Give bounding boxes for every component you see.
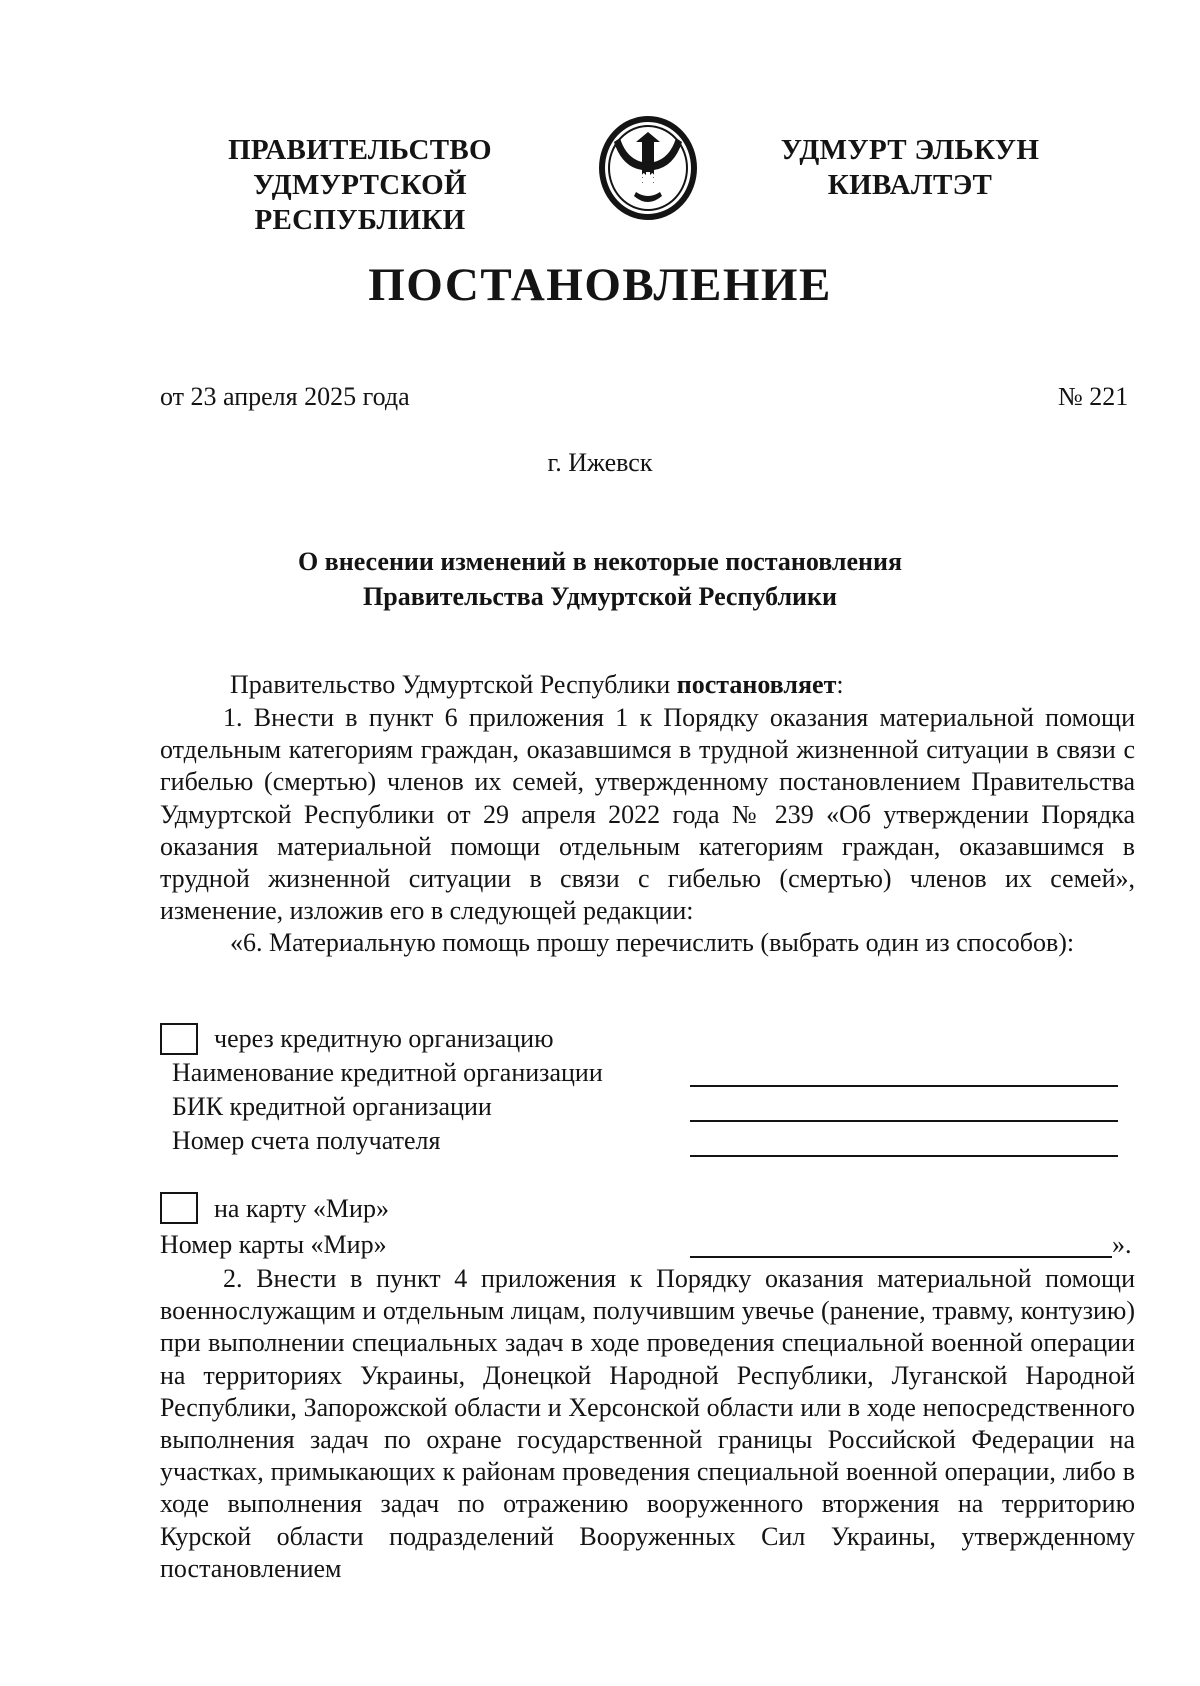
card-number-label: Номер карты «Мир» <box>160 1230 387 1259</box>
header-left-line1: ПРАВИТЕЛЬСТВО <box>228 134 492 166</box>
item-2 <box>160 1263 1135 1585</box>
preamble <box>230 670 844 700</box>
item-1 <box>160 702 1135 960</box>
preamble-colon: : <box>836 670 844 699</box>
bank-name-field[interactable] <box>690 1085 1118 1087</box>
account-field[interactable] <box>690 1155 1118 1157</box>
bik-field[interactable] <box>690 1120 1118 1122</box>
document-number: № 221 <box>1058 382 1129 411</box>
preamble-text: Правительство Удмуртской Республики <box>230 670 677 699</box>
card-option-checkbox[interactable] <box>160 1192 198 1224</box>
subject-line1: О внесении изменений в некоторые постановления <box>297 547 903 576</box>
bank-option-checkbox[interactable] <box>160 1023 198 1055</box>
item-1-quote: «6. Материальную помощь прошу перечислить (выбрать один из способов): <box>230 928 1075 958</box>
item-1-text: 1. Внести в пункт 6 приложения 1 к Порядку оказания материальной помощи отдельным категориям граждан, оказавшимся в трудной жизненной ситуации в связи с гибелью (смертью) членов их семей, утвержденному постановлением Правительства Удмуртской Республики от 29 апреля 2022 года № 239 «Об утверждении Порядка оказания материальной помощи отдельным категориям граждан, оказавшимся в трудной жизненной ситуации в связи с гибелью (смертью) членов их семей», изменение, изложив его в следующей редакции: <box>160 703 1135 926</box>
document-city: г. Ижевск <box>547 448 653 477</box>
header-left-line2: УДМУРТСКОЙ РЕСПУБЛИКИ <box>253 169 467 236</box>
header-right-line1: УДМУРТ ЭЛЬКУН <box>780 134 1040 166</box>
document-subject <box>0 544 1200 614</box>
document-date: от 23 апреля 2025 года <box>160 382 410 411</box>
card-quote-end: ». <box>1112 1230 1132 1259</box>
header-right <box>760 133 1060 203</box>
document-title: ПОСТАНОВЛЕНИЕ <box>368 259 832 311</box>
header-right-line2: КИВАЛТЭТ <box>827 169 993 201</box>
card-option-label: на карту «Мир» <box>214 1194 389 1223</box>
bank-name-label: Наименование кредитной организации <box>172 1058 603 1087</box>
preamble-bold: постановляет <box>676 670 837 699</box>
header-left <box>150 133 570 238</box>
bik-label: БИК кредитной организации <box>172 1092 492 1121</box>
bank-option-label: через кредитную организацию <box>214 1024 554 1053</box>
subject-line2: Правительства Удмуртской Республики <box>363 582 837 611</box>
coat-of-arms-icon <box>594 112 702 220</box>
item-2-text: 2. Внести в пункт 4 приложения к Порядку оказания материальной помощи военнослужащим и отдельным лицам, получившим увечье (ранение, травму, контузию) при выполнении специальных задач в ходе проведения специальной военной операции на территориях Украины, Донецкой Народной Республики, Луганской Народной Республики, Запорожской области и Херсонской области или в ходе непосредственного выполнения задач по охране государственной границы Российской Федерации на участках, примыкающих к районам проведения специальной военной операции, либо в ходе выполнения задач по отражению вооруженного вторжения на территорию Курской области подразделений Вооруженных Сил Украины, утвержденному постановлением <box>160 1264 1135 1583</box>
account-label: Номер счета получателя <box>172 1126 441 1155</box>
card-number-field[interactable] <box>690 1256 1112 1258</box>
